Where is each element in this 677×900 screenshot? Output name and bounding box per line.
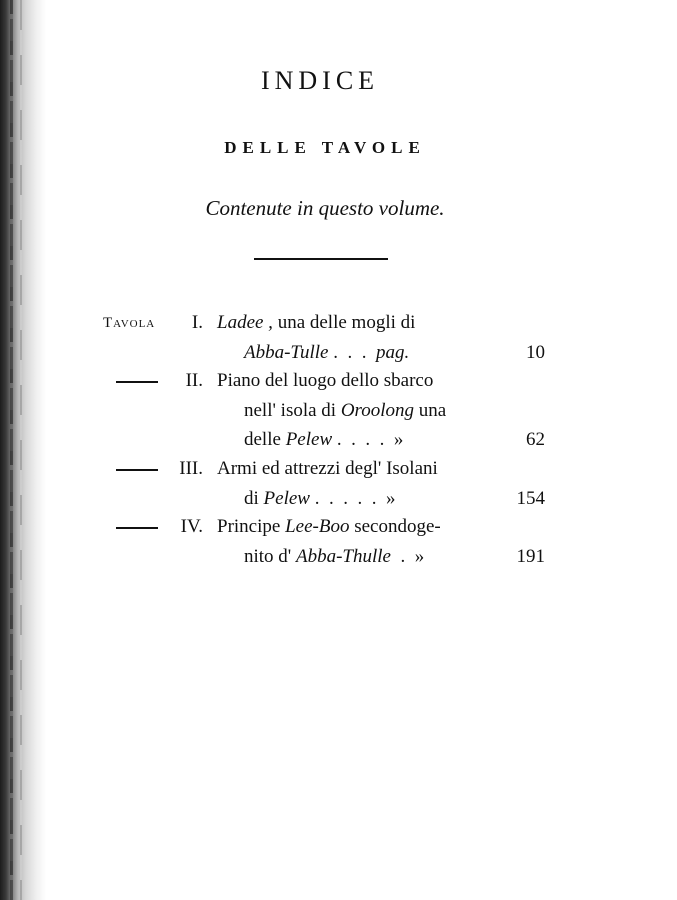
- entry-text: [244, 425, 403, 455]
- entry-text: [244, 484, 395, 514]
- italic-text: Lee-Boo: [285, 516, 350, 537]
- title-rule: [254, 258, 388, 260]
- italic-text: Ladee ,: [217, 312, 273, 333]
- roman-text: di: [244, 487, 264, 509]
- plate-numeral: II.: [185, 370, 203, 391]
- page-subtitle: DELLE TAVOLE: [224, 138, 426, 157]
- roman-text: Armi ed attrezzi degl' Isolani: [217, 458, 438, 479]
- italic-text: pag.: [375, 341, 410, 363]
- roman-text: secondoge-: [349, 516, 441, 537]
- entry-text: [217, 366, 433, 396]
- index-entry-line: [0, 338, 677, 368]
- entry-text: [244, 542, 424, 572]
- ditto-dash: [116, 381, 158, 383]
- index-entry-line: [0, 425, 677, 455]
- page-subnote: Contenute in questo volume.: [205, 196, 445, 220]
- roman-text: una: [414, 399, 447, 421]
- roman-text: delle: [244, 429, 286, 450]
- index-entry-line: [0, 366, 677, 396]
- entry-text: [217, 512, 441, 542]
- index-entry-line: [0, 512, 677, 542]
- ditto-dash: [116, 469, 158, 471]
- index-entry-line: [0, 396, 677, 426]
- italic-text: Pelew: [285, 429, 333, 450]
- roman-text: . . . . . »: [309, 487, 396, 509]
- page-number: 10: [526, 341, 545, 363]
- plate-numeral: IV.: [180, 516, 203, 537]
- tavola-label: Tavola: [103, 315, 156, 331]
- italic-text: Abba-Tulle: [244, 341, 329, 363]
- index-entry-line: [0, 454, 677, 484]
- ditto-dash: [116, 527, 158, 529]
- roman-text: nell' isola di: [244, 399, 341, 421]
- index-entry-line: [0, 542, 677, 572]
- entry-text: [217, 308, 415, 338]
- italic-text: Abba-Thulle: [295, 545, 391, 567]
- index-entry-line: [0, 308, 677, 338]
- roman-text: . »: [390, 545, 425, 567]
- italic-text: Pelew: [263, 487, 310, 509]
- page-number: 154: [516, 487, 545, 509]
- entry-text: [244, 396, 446, 426]
- roman-text: una delle mogli di: [272, 312, 416, 333]
- page-title: INDICE: [260, 66, 380, 95]
- roman-text: Piano del luogo dello sbarco: [217, 370, 434, 391]
- roman-text: . . . . »: [332, 429, 404, 450]
- italic-text: Oroolong: [340, 399, 415, 421]
- entry-text: [217, 454, 438, 484]
- roman-text: . . .: [328, 341, 376, 363]
- roman-text: Principe: [217, 516, 286, 537]
- roman-text: nito d': [244, 545, 296, 567]
- plate-numeral: I.: [191, 312, 203, 333]
- entry-text: [244, 338, 409, 368]
- page-number: 62: [526, 429, 545, 450]
- index-entry-line: [0, 484, 677, 514]
- page-number: 191: [516, 545, 545, 567]
- plate-numeral: III.: [179, 458, 203, 479]
